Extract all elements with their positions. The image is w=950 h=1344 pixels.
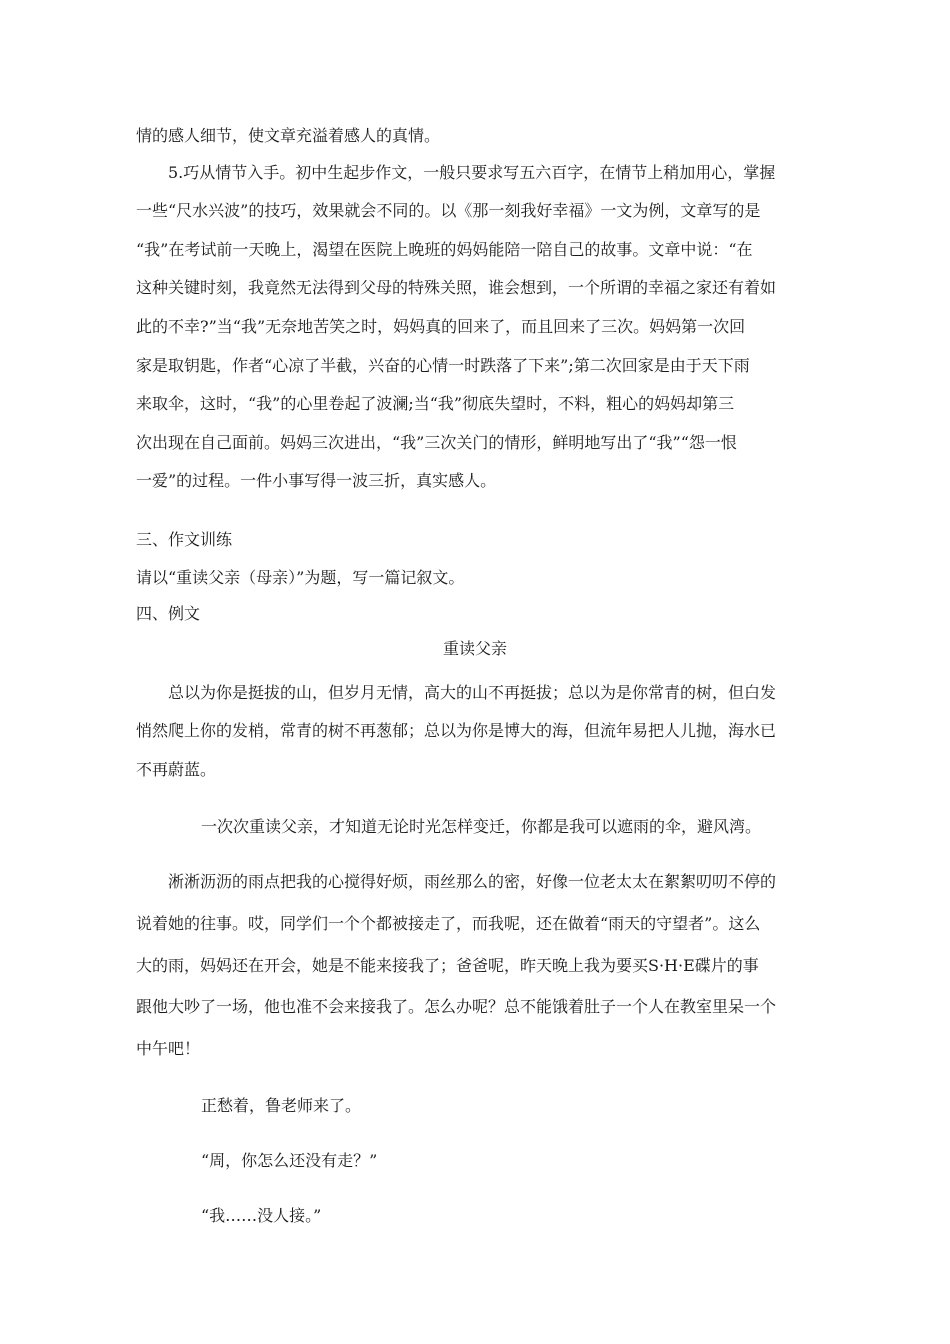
point5-line-9: 一爱”的过程。一件小事写得一波三折，真实感人。 bbox=[136, 471, 497, 490]
dialog-line-1: “周，你怎么还没有走？” bbox=[201, 1151, 378, 1170]
point5-line-5: 此的不幸?”当“我”无奈地苦笑之时，妈妈真的回来了，而且回来了三次。妈妈第一次回 bbox=[136, 317, 746, 336]
point5-line-4: 这种关键时刻，我竟然无法得到父母的特殊关照，谁会想到，一个所谓的幸福之家还有着如 bbox=[136, 278, 777, 297]
essay-p3-line-4: 跟他大吵了一场，他也准不会来接我了。怎么办呢？总不能饿着肚子一个人在教室里呆一个 bbox=[136, 997, 777, 1016]
section-4-heading: 四、例文 bbox=[136, 604, 201, 623]
essay-p1-line-1: 总以为你是挺拔的山，但岁月无情，高大的山不再挺拔；总以为是你常青的树，但白发 bbox=[168, 683, 777, 702]
point5-line-7: 来取伞，这时，“我”的心里卷起了波澜;当“我”彻底失望时，不料，粗心的妈妈却第三 bbox=[136, 394, 735, 413]
essay-paragraph-2: 一次次重读父亲，才知道无论时光怎样变迁，你都是我可以遮雨的伞，避风湾。 bbox=[201, 817, 762, 836]
essay-p3-line-5: 中午吧！ bbox=[136, 1039, 201, 1058]
point5-line-1: 5.巧从情节入手。初中生起步作文，一般只要求写五六百字，在情节上稍加用心，掌握 bbox=[168, 163, 776, 182]
essay-p3-line-3: 大的雨，妈妈还在开会，她是不能来接我了；爸爸呢，昨天晚上我为要买S·H·E碟片的事 bbox=[136, 956, 759, 975]
dialog-line-2: “我……没人接。” bbox=[201, 1206, 322, 1225]
essay-p3-line-1: 淅淅沥沥的雨点把我的心搅得好烦，雨丝那么的密，好像一位老太太在絮絮叨叨不停的 bbox=[168, 872, 777, 891]
point5-line-6: 家是取钥匙，作者“心凉了半截，兴奋的心情一时跌落了下来”;第二次回家是由于天下雨 bbox=[136, 356, 750, 375]
essay-p1-line-3: 不再蔚蓝。 bbox=[136, 760, 217, 779]
essay-paragraph-4: 正愁着，鲁老师来了。 bbox=[201, 1096, 362, 1115]
essay-title: 重读父亲 bbox=[443, 639, 508, 658]
essay-p3-line-2: 说着她的往事。哎，同学们一个个都被接走了，而我呢，还在做着“雨天的守望者”。这么 bbox=[136, 914, 761, 933]
point5-line-8: 次出现在自己面前。妈妈三次进出，“我”三次关门的情形，鲜明地写出了“我”“怨一恨 bbox=[136, 433, 737, 452]
intro-tail-line: 情的感人细节，使文章充溢着感人的真情。 bbox=[136, 126, 441, 145]
section-3-prompt: 请以“重读父亲（母亲）”为题，写一篇记叙文。 bbox=[136, 568, 465, 587]
point5-line-3: “我”在考试前一天晚上，渴望在医院上晚班的妈妈能陪一陪自己的故事。文章中说：“在 bbox=[136, 240, 753, 259]
essay-p1-line-2: 悄然爬上你的发梢，常青的树不再葱郁；总以为你是博大的海，但流年易把人儿抛，海水已 bbox=[136, 721, 777, 740]
point5-line-2: 一些“尺水兴波”的技巧，效果就会不同的。以《那一刻我好幸福》一文为例，文章写的是 bbox=[136, 201, 761, 220]
section-3-heading: 三、作文训练 bbox=[136, 530, 233, 549]
